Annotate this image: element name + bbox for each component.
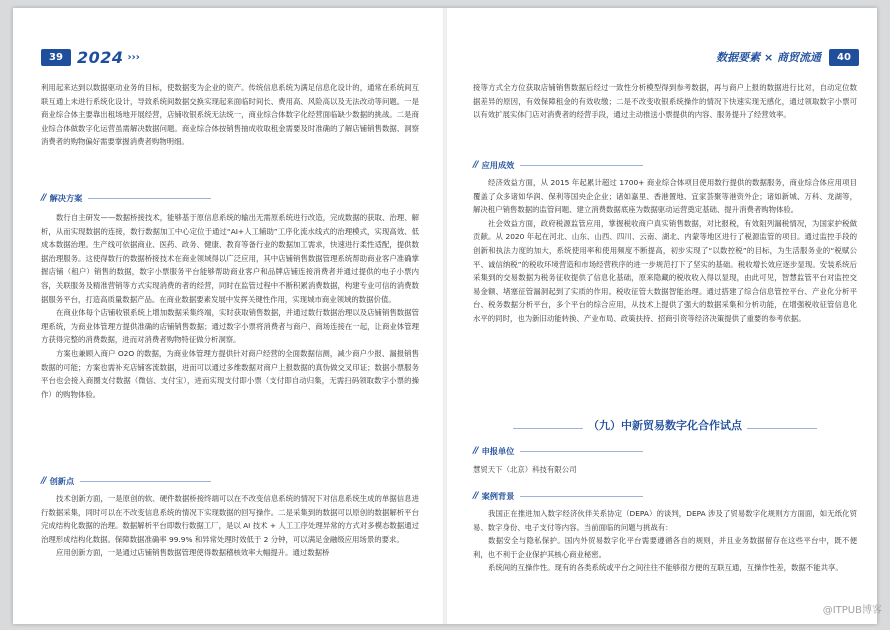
report-year-logo: 2024 — [77, 47, 124, 67]
section-marker-icon: // — [41, 476, 46, 486]
section-rule — [520, 496, 643, 497]
book-spread — [13, 8, 877, 624]
page-number-right: 40 — [829, 49, 859, 66]
watermark-text: @ITPUB博客 — [822, 605, 882, 616]
section-heading-background — [473, 489, 643, 503]
section-title: 申报单位 — [481, 445, 515, 456]
innovation-text — [41, 492, 419, 560]
paragraph: 技术创新方面，一是原创的软、硬件数据桥接终端可以在不改变信息系统的情况下对信息系统生成的单据信息进行数据采集，同时可以在不改变信息系统的情况下实现数据的回写操作。二是采集到的数据可以原创的数据解析平台完成结构化数据的治理。数据解析平台即数行数据工厂，是以 AI 技术 + 人工工序处理异常的方式对多模态数据通过治理形成结构化数据。保障数据准确率 99.9% 和异常处理时效低于 2 分钟，可以满足金融级应用场景的要求。 — [41, 494, 419, 544]
section-heading-applicant — [473, 444, 643, 458]
results-text — [473, 176, 857, 326]
section-rule — [520, 165, 643, 166]
case-subtitle — [473, 417, 857, 439]
section-heading-innovation — [41, 474, 211, 488]
section-rule — [80, 481, 211, 482]
paragraph: 系统间的互操作性。现有的各类系统或平台之间往往不能够很方便的互联互通，互操作性差，数据不能共享。 — [488, 563, 843, 573]
section-title: 案例背景 — [481, 490, 515, 501]
subtitle-rule-right — [747, 428, 817, 429]
section-rule — [88, 198, 211, 199]
section-heading-results — [473, 158, 643, 172]
page-number-left: 39 — [41, 49, 71, 66]
subtitle-rule-left — [513, 428, 583, 429]
paragraph: 数行自主研发——数据桥接技术，能够基于原信息系统的输出无需原系统进行改造，完成数据的获取、治理、解析，从而实现数据的连接，数行数据加工中心定位于通过“AI+人工辅助”工序化流水线式的治理模式，实现高效、低成本数据治理。生产线可依据商业、医药、政务、健康、教育等备行业的数据加工需求，快速进行柔性适配，提供数据治理服务。这使得数行的数据桥接技术在商业领域得以广泛应用，其中店铺销售数据管理系统帮助商业客户准确掌握店铺（租户）销售的数据，数字小票服务平台能够帮助商业客户和品牌店铺连接消费者并通过提供的电子小票内容，关联服务及精准营销等方式实现消费的者的经营，同时在监管过程中不断积累消费数据，构建专业可信的消费数据服务平台，打造高质量数据产品。在商业数据要素发展中发挥关键性作用，实现城市商业领域的数据价值。 — [41, 213, 419, 304]
left-intro-text — [41, 81, 419, 149]
solution-text — [41, 211, 419, 401]
chevrons-icon: ››› — [127, 51, 140, 63]
background-text — [473, 507, 857, 575]
left-page — [13, 8, 445, 624]
paragraph: 方案也兼顾入商户 O2O 的数据，为商业体管理方提供针对商户经营的全面数据信测，减少商户少报、漏报销售数据的可能；方案也需补充店铺客流数据，进而可以通过多维数据对商户上报数据的真伪做交叉印证；数据小票服务平台也会接入商圈支付数据（微信、支付宝），进而实现支付即小票（支付即自动归集，无需扫码领取数字小票的操作）的购物体验。 — [41, 348, 419, 399]
paragraph: 在商业体每个店铺收银系统上增加数据采集终端，实时获取销售数据，并通过数行数据治理以及店铺销售数据管理系统，为商业体管理方提供准确的店铺销售数据；通过数字小票将消费者与商户、商场连接在一起，让商业体管理方获得完整的消费数据，进而对消费者购物特征做分析洞察。 — [41, 308, 419, 345]
section-marker-icon: // — [473, 446, 478, 456]
paragraph: 数据安全与隐私保护。国内外贸易数字化平台需要遵循各自的规则，并且业务数据留存在这些平台中，既不便利，也不利于企业保护其核心商业秘密。 — [473, 536, 857, 559]
case-subtitle-text: （九）中新贸易数字化合作试点 — [588, 419, 742, 432]
right-intro-text — [473, 81, 857, 122]
section-marker-icon: // — [473, 491, 478, 501]
section-title: 创新点 — [49, 475, 75, 486]
right-page — [445, 8, 877, 624]
paragraph: 应用创新方面，一是通过店铺销售数据管理使得数据稽核效率大幅提升。通过数据桥 — [56, 548, 330, 558]
section-heading-solution — [41, 191, 211, 205]
paragraph: 经济效益方面，从 2015 年起累计超过 1700+ 商业综合体项目使用数行提供的数据服务，商业综合体应用项目覆盖了众多诸如华润、保利等国央企企业；诸如嘉里、香港置地、宜家荟聚等港资外企；诸如新城、万科、龙湖等，解决租户销售数据的监管问题、建立消费数据底座为数据驱动运营奠定基础、提升消费者购物体验。 — [473, 178, 857, 215]
section-rule — [520, 451, 643, 452]
paragraph: 利用起来达到以数据驱动业务的目标，使数据变为企业的资产。传统信息系统为满足信息化设计的，通常在系统间互联互通上未进行系统化设计，导致系统间数据交换实现起来面临时间长、费用高、风险高以及无法改动等问题。一是商业综合体主要靠出租场地开展经营，店铺收银系统无法统一，商业综合体数字化经营面临缺少数据的挑战。二是商业综合体做数字化运营虽需解决数据问题。商业综合体按销售抽成收取租金需要及时准确的了解店铺销售数据、洞察消费者的购物偏好需要掌握消费者购物明细。 — [41, 83, 419, 147]
paragraph: 接等方式全方位获取店铺销售数据后经过一致性分析模型得到参考数据，再与商户上报的数据进行比对，自动定位数据差异的原因，有效保障租金的有效收缴；二是不改变收银系统操作的情况下快速实现无感化，通过领取数字小票可以有效扩展实体门店对消费者的经营手段，通过主动推送小票提供的内容、服务提升了经营效率。 — [473, 83, 857, 120]
applicant-text — [473, 463, 857, 477]
applicant-name: 慧贸天下（北京）科技有限公司 — [473, 465, 577, 474]
right-page-header — [716, 48, 859, 66]
section-title: 应用成效 — [481, 159, 515, 170]
section-marker-icon: // — [473, 160, 478, 170]
left-page-header — [41, 48, 140, 66]
section-title: 解决方案 — [49, 192, 83, 203]
paragraph: 我国正在推进加入数字经济伙伴关系协定（DEPA）的谈判，DEPA 涉及了贸易数字化规则方方面面，如无纸化贸易、数字身份、电子支付等内容。当前面临的问题与挑战有： — [473, 509, 857, 532]
section-marker-icon: // — [41, 193, 46, 203]
chapter-title: 数据要素 × 商贸流通 — [716, 51, 821, 64]
paragraph: 社会效益方面，政府税源监管应用，掌握税收商户真实销售数据，对比报税，有效阻列漏税情况，为国家护税做贡献。从 2020 年起在河北、山东、山西、四川、云南、湖北、内蒙等地区进行了税源监管的项目。通过监控手段的创新和执法力度的加大，系统使用率和使用频度不断提高，初步实现了“以数控税”的目标，为生活服务业的“税赋公平、诚信纳税”的税收环境营造和市场经营秩序的进一步规范打下了坚实的基础。税收增长效应逐步显现。安装系统后采集到的交易数据为税务征收提供了信息化基础，原来隐藏的税收收入得以显现，由此可见，智慧监管平台对监控交易金额、堵塞征管漏洞起到了实质的作用。税收征管大数据智能治理。通过搭建了综合信息管控平台、产业化分析平台、税务数据分析平台，多个平台的综合应用，从技术上提供了强大的数据采集和分析功能，在增强税收征管信息化水平的同时，也为新旧动能转换、产业布局、政策扶持、招商引资等经济决策提供了重要的参考依据。 — [473, 218, 857, 323]
